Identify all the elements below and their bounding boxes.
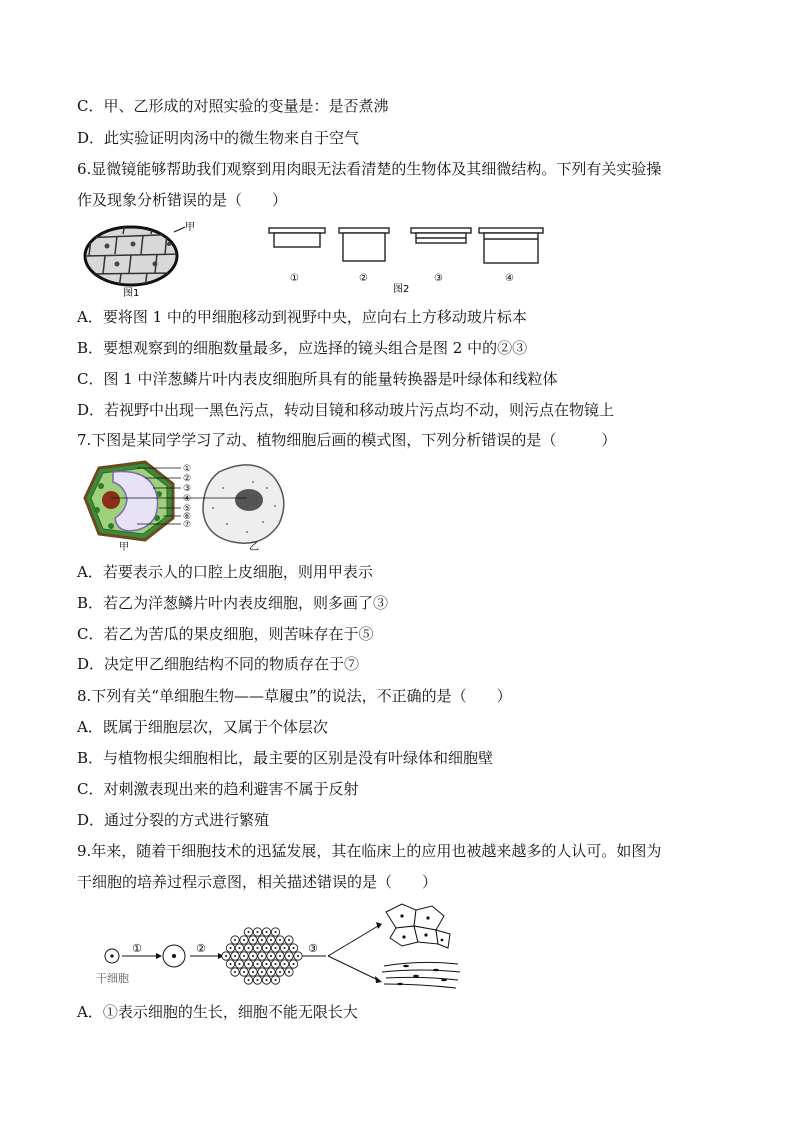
cluster-nucleus [257, 963, 259, 965]
q7-stem: 7.下图是某同学学习了动、植物细胞后画的模式图，下列分析错误的是（ ） [77, 431, 617, 449]
cluster-nucleus [293, 963, 295, 965]
cluster-nucleus [293, 947, 295, 949]
step-2-label: ② [196, 942, 206, 955]
cluster-nucleus [252, 939, 254, 941]
cluster-nucleus [270, 939, 272, 941]
cell-label-1: ① [183, 464, 192, 474]
q8-option-a: A．既属于细胞层次，又属于个体层次 [77, 718, 328, 736]
cluster-nucleus [275, 979, 277, 981]
cluster-nucleus [288, 955, 290, 957]
q7-option-c: C．若乙为苦瓜的果皮细胞，则苦味存在于⑤ [77, 625, 374, 643]
cluster-nucleus [239, 963, 241, 965]
cluster-nucleus [234, 971, 236, 973]
label-jia: 甲 [185, 222, 195, 233]
cluster-nucleus [266, 963, 268, 965]
lens-4-label: ④ [505, 273, 514, 284]
q6-stem-1: 6.显微镜能够帮助我们观察到用肉眼无法看清楚的生物体及其细微结构。下列有关实验操 [77, 160, 662, 178]
cluster-nucleus [252, 971, 254, 973]
q7-option-b: B．若乙为洋葱鳞片叶内表皮细胞，则多画了③ [77, 594, 389, 612]
cell-label-3: ③ [183, 484, 192, 494]
lens-3-label: ③ [434, 273, 443, 284]
q6-stem-2: 作及现象分析错误的是（ ） [77, 191, 288, 209]
q6-figure [77, 218, 557, 300]
cell-cluster [222, 928, 302, 984]
cluster-nucleus [279, 971, 281, 973]
q6-option-c: C．图 1 中洋葱鳞片叶内表皮细胞所具有的能量转换器是叶绿体和线粒体 [77, 370, 558, 388]
q8-stem: 8.下列有关“单细胞生物——草履虫”的说法，不正确的是（ ） [77, 687, 512, 705]
label-jia-cell: 甲 [119, 542, 129, 552]
fig2-caption: 图2 [393, 284, 410, 295]
cluster-nucleus [261, 955, 263, 957]
cluster-nucleus [239, 947, 241, 949]
cluster-nucleus [243, 955, 245, 957]
fig1-caption: 图1 [123, 288, 140, 299]
cluster-nucleus [288, 939, 290, 941]
stem-cell-label: 干细胞 [96, 972, 129, 985]
cluster-nucleus [257, 979, 259, 981]
q7-figure [77, 458, 307, 552]
cluster-nucleus [270, 955, 272, 957]
q8-option-c: C．对刺激表现出来的趋利避害不属于反射 [77, 780, 359, 798]
cluster-nucleus [257, 947, 259, 949]
cluster-nucleus [284, 947, 286, 949]
option-c-prev: C．甲、乙形成的对照实验的变量是：是否煮沸 [77, 97, 389, 115]
q9-figure [90, 900, 470, 996]
cluster-nucleus [266, 947, 268, 949]
label-yi-cell: 乙 [249, 542, 259, 552]
q7-option-d: D．决定甲乙细胞结构不同的物质存在于⑦ [77, 655, 360, 673]
q6-option-b: B．要想观察到的细胞数量最多，应选择的镜头组合是图 2 中的②③ [77, 339, 528, 357]
cluster-nucleus [234, 939, 236, 941]
cluster-nucleus [248, 979, 250, 981]
q6-option-d: D．若视野中出现一黑色污点，转动目镜和移动玻片污点均不动，则污点在物镜上 [77, 401, 615, 419]
cluster-nucleus [230, 947, 232, 949]
cluster-nucleus [257, 931, 259, 933]
cluster-nucleus [225, 955, 227, 957]
cluster-nucleus [261, 939, 263, 941]
lens-2-label: ② [359, 273, 368, 284]
cell-label-2: ② [183, 474, 192, 484]
cluster-nucleus [248, 963, 250, 965]
cluster-nucleus [275, 963, 277, 965]
cluster-nucleus [234, 955, 236, 957]
cluster-nucleus [248, 931, 250, 933]
q9-stem-1: 9.年来，随着干细胞技术的迅猛发展，其在临床上的应用也被越来越多的人认可。如图为 [77, 842, 662, 860]
cell-label-5: ⑤ [183, 504, 192, 514]
cluster-nucleus [279, 955, 281, 957]
cluster-nucleus [288, 971, 290, 973]
cluster-nucleus [284, 963, 286, 965]
cluster-nucleus [275, 947, 277, 949]
cell-label-6: ⑥ [183, 512, 192, 522]
cluster-nucleus [230, 963, 232, 965]
cluster-nucleus [261, 971, 263, 973]
cluster-nucleus [275, 931, 277, 933]
cluster-nucleus [297, 955, 299, 957]
cluster-nucleus [243, 971, 245, 973]
q9-stem-2: 干细胞的培养过程示意图，相关描述错误的是（ ） [77, 873, 438, 891]
option-d-prev: D．此实验证明肉汤中的微生物来自于空气 [77, 129, 360, 147]
q8-option-d: D．通过分裂的方式进行繁殖 [77, 811, 270, 829]
step-1-label: ① [132, 942, 142, 955]
q7-option-a: A．若要表示人的口腔上皮细胞，则用甲表示 [77, 563, 373, 581]
cluster-nucleus [252, 955, 254, 957]
q9-option-a: A．①表示细胞的生长，细胞不能无限长大 [77, 1003, 358, 1021]
cluster-nucleus [243, 939, 245, 941]
cluster-nucleus [270, 971, 272, 973]
q8-option-b: B．与植物根尖细胞相比，最主要的区别是没有叶绿体和细胞壁 [77, 749, 494, 767]
q6-option-a: A．要将图 1 中的甲细胞移动到视野中央，应向右上方移动玻片标本 [77, 308, 527, 326]
lens-1-label: ① [290, 273, 299, 284]
step-3-label: ③ [308, 942, 318, 955]
cell-label-4: ④ [183, 494, 192, 504]
cluster-nucleus [248, 947, 250, 949]
cluster-nucleus [266, 979, 268, 981]
cell-label-7: ⑦ [183, 520, 192, 530]
cluster-nucleus [279, 939, 281, 941]
cluster-nucleus [266, 931, 268, 933]
